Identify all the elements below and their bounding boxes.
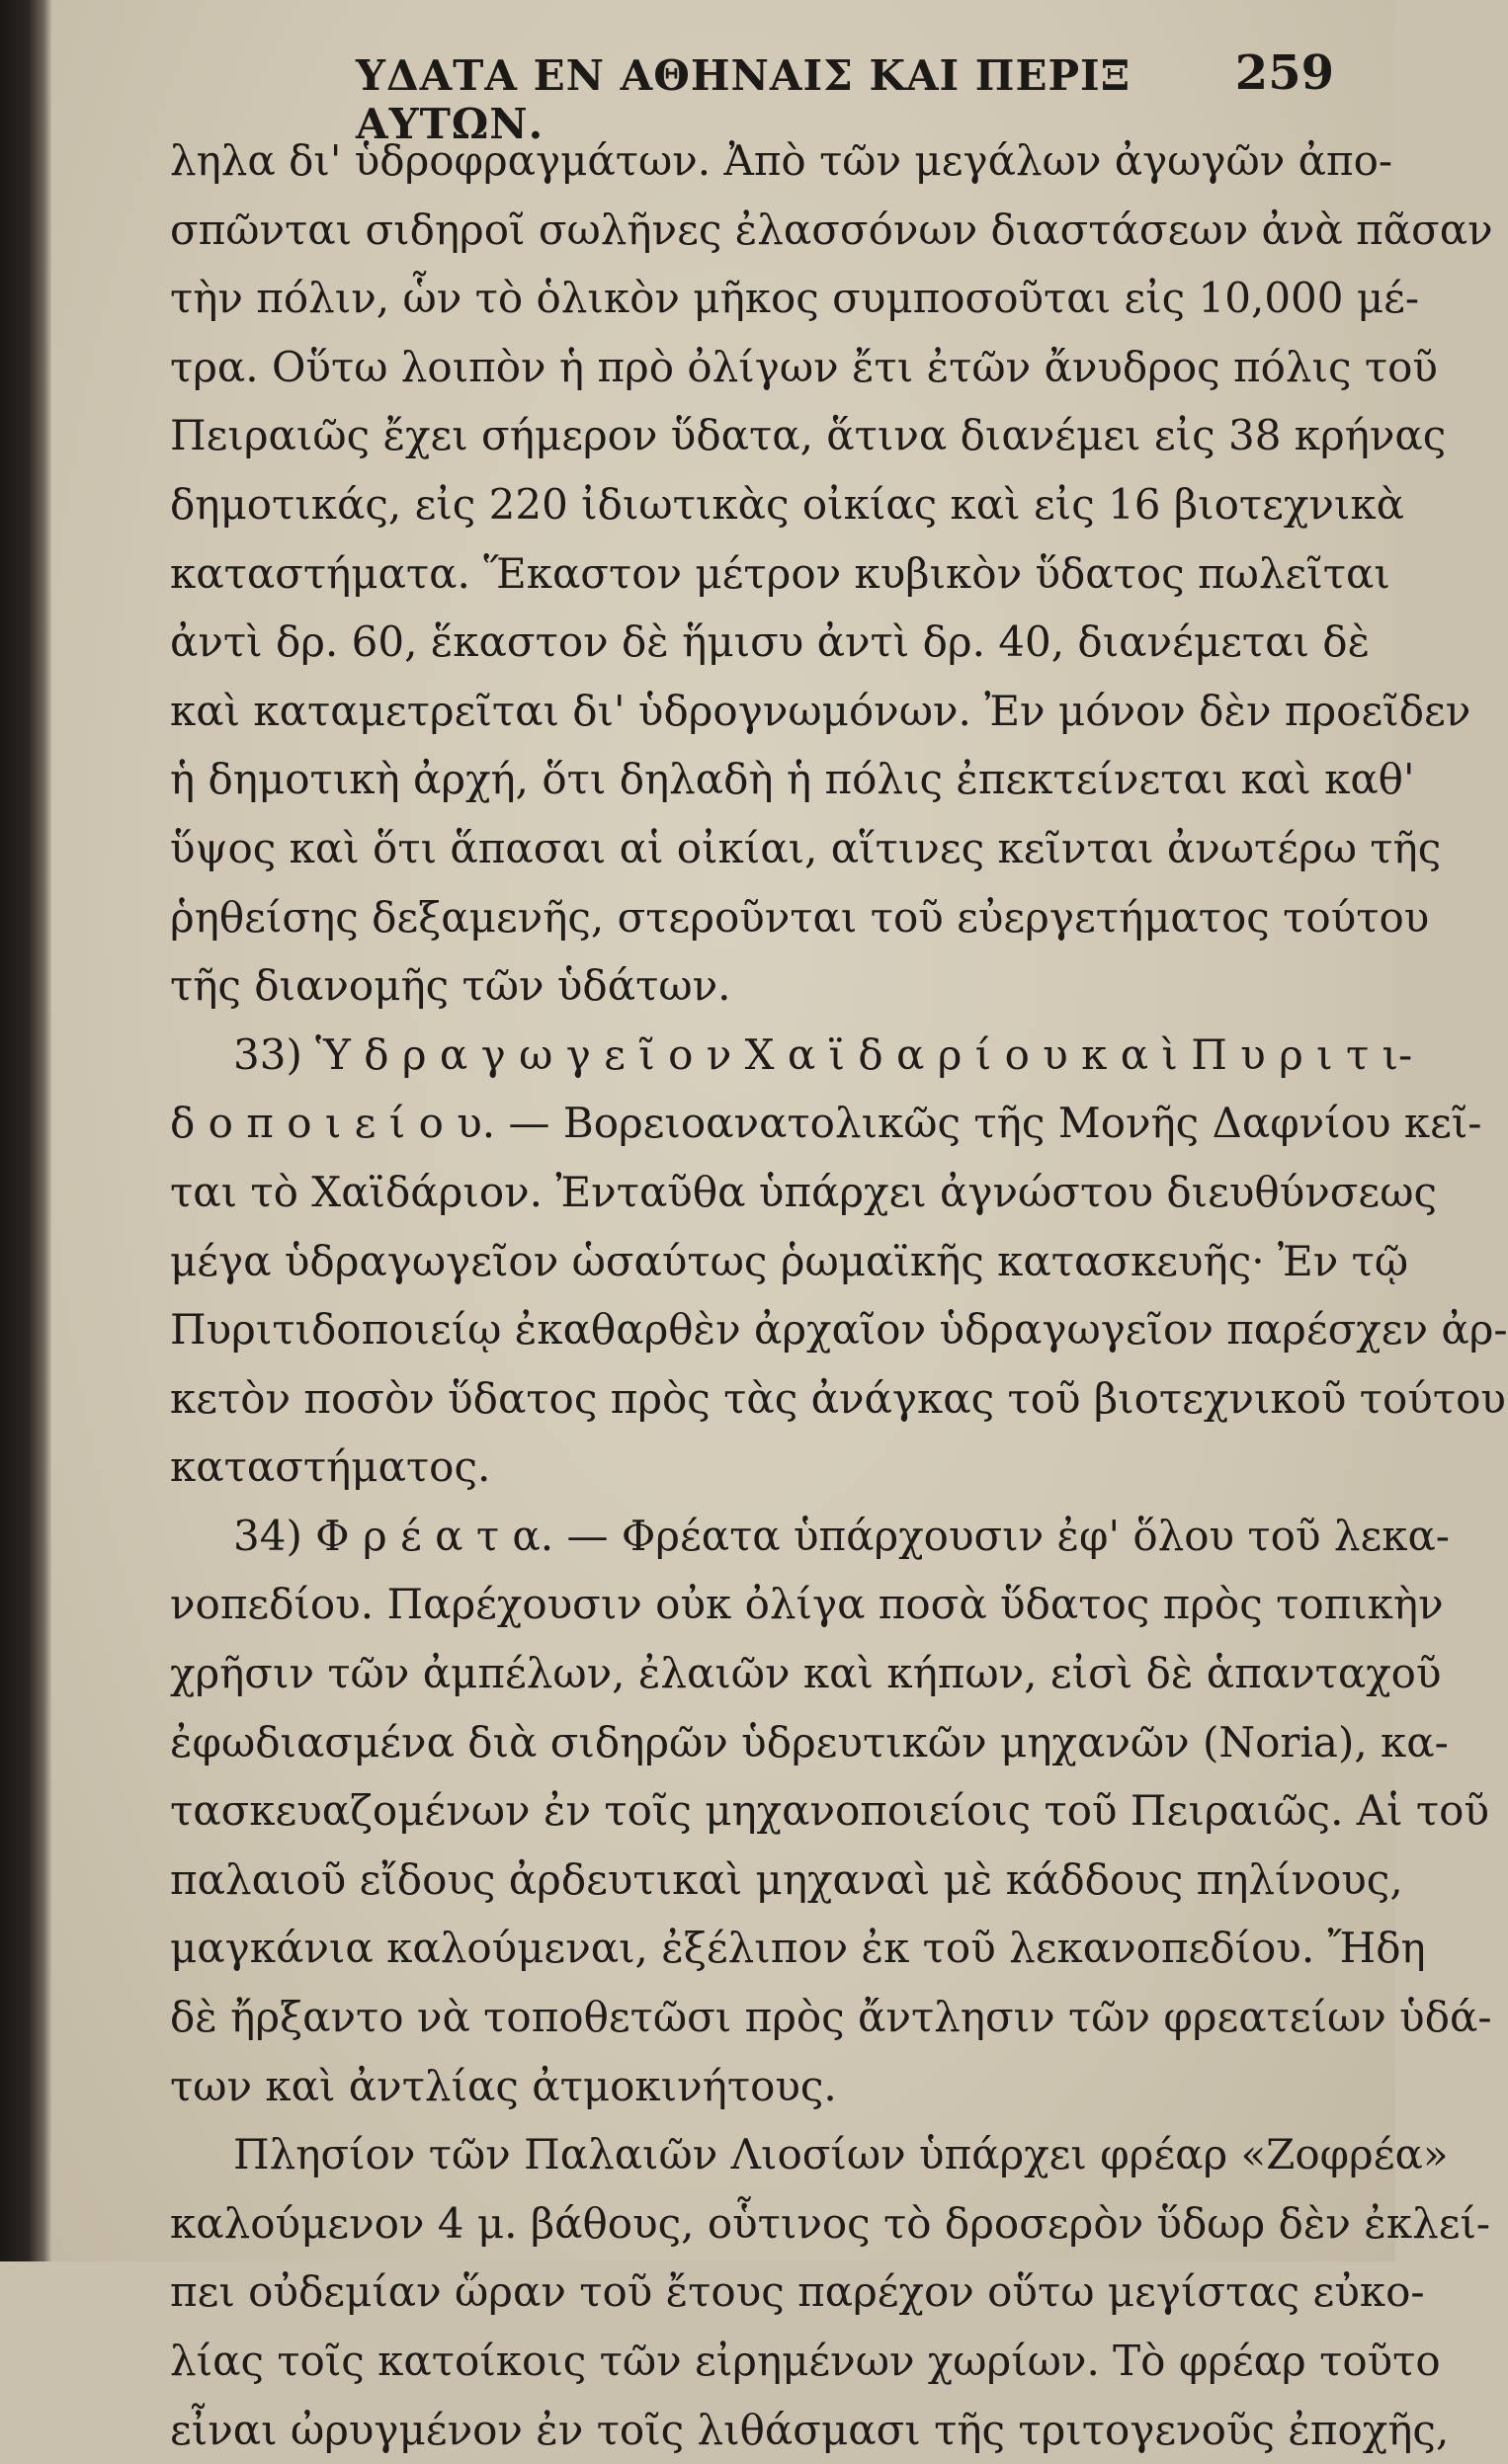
text-line: ἀντὶ δρ. 60, ἕκαστον δὲ ἥμισυ ἀντὶ δρ. 40, διανέμεται δὲ xyxy=(170,617,1371,667)
text-line: καταστήματος. xyxy=(170,1442,491,1492)
text-line: μέγα ὑδραγωγεῖον ὡσαύτως ῥωμαϊκῆς κατασκευῆς· Ἐν τῷ xyxy=(170,1236,1409,1285)
text-line: παλαιοῦ εἴδους ἀρδευτικαὶ μηχαναὶ μὲ κάδδους πηλίνους, xyxy=(170,1854,1403,1904)
text-line: τῆς διανομῆς τῶν ὑδάτων. xyxy=(170,961,731,1011)
text-line: πει οὐδεμίαν ὥραν τοῦ ἔτους παρέχον οὕτω μεγίστας εὐκο- xyxy=(170,2267,1425,2317)
text-line: καλούμενον 4 μ. βάθους, οὗτινος τὸ δροσερὸν ὕδωρ δὲν ἐκλεί- xyxy=(170,2198,1491,2248)
text-line: μαγκάνια καλούμεναι, ἐξέλιπον ἐκ τοῦ λεκανοπεδίου. Ἤδη xyxy=(170,1924,1426,1973)
text-line: δὲ ἤρξαντο νὰ τοποθετῶσι πρὸς ἄντλησιν τῶν φρεατείων ὑδά- xyxy=(170,1993,1492,2042)
text-line: καὶ καταμετρεῖται δι' ὑδρογνωμόνων. Ἐν μόνον δὲν προεῖδεν xyxy=(170,686,1471,735)
book-binding-shadow xyxy=(0,0,51,2261)
text-line: ἐφωδιασμένα διὰ σιδηρῶν ὑδρευτικῶν μηχανῶν (Noria), κα- xyxy=(170,1717,1449,1766)
text-line: ται τὸ Χαϊδάριον. Ἐνταῦθα ὑπάρχει ἀγνώστου διευθύνσεως xyxy=(170,1167,1437,1216)
text-line: ἡ δημοτικὴ ἀρχή, ὅτι δηλαδὴ ἡ πόλις ἐπεκτείνεται καὶ καθ' xyxy=(170,755,1415,804)
text-line: εἶναι ὠρυγμένον ἐν τοῖς λιθάσμασι τῆς τριτογενοῦς ἐποχῆς, xyxy=(170,2405,1450,2454)
text-line: ὕψος καὶ ὅτι ἅπασαι αἱ οἰκίαι, αἵτινες κεῖνται ἀνωτέρω τῆς xyxy=(170,823,1442,872)
page-number: 259 xyxy=(1234,45,1334,101)
text-line: δημοτικάς, εἰς 220 ἰδιωτικὰς οἰκίας καὶ εἰς 16 βιοτεχνικὰ xyxy=(170,479,1404,529)
text-line: σπῶνται σιδηροῖ σωλῆνες ἐλασσόνων διαστάσεων ἀνὰ πᾶσαν xyxy=(170,205,1493,254)
text-line: τασκευαζομένων ἐν τοῖς μηχανοποιείοις τοῦ Πειραιῶς. Αἱ τοῦ xyxy=(170,1786,1489,1836)
text-line: κετὸν ποσὸν ὕδατος πρὸς τὰς ἀνάγκας τοῦ βιοτεχνικοῦ τούτου xyxy=(170,1373,1506,1423)
section-heading-34: 34) Φ ρ έ α τ α. — Φρέατα ὑπάρχουσιν ἐφ' ὅλου τοῦ λεκα- xyxy=(233,1511,1451,1560)
text-line: χρῆσιν τῶν ἀμπέλων, ἐλαιῶν καὶ κήπων, εἰσὶ δὲ ἁπανταχοῦ xyxy=(170,1649,1442,1698)
text-line: ῥηθείσης δεξαμενῆς, στεροῦνται τοῦ εὐεργετήματος τούτου xyxy=(170,892,1430,942)
text-line: λίας τοῖς κατοίκοις τῶν εἰρημένων χωρίων. Τὸ φρέαρ τοῦτο xyxy=(170,2337,1441,2385)
text-line: ληλα δι' ὑδροφραγμάτων. Ἀπὸ τῶν μεγάλων ἀγωγῶν ἀπο- xyxy=(170,136,1393,185)
text-line: Πυριτιδοποιείῳ ἐκαθαρθὲν ἀρχαῖον ὑδραγωγεῖον παρέσχεν ἀρ- xyxy=(170,1305,1508,1355)
text-line: δ ο π ο ι ε ί ο υ. — Βορειοανατολικῶς τῆς Μονῆς Δαφνίου κεῖ- xyxy=(170,1099,1482,1148)
text-line: τρα. Οὕτω λοιπὸν ἡ πρὸ ὀλίγων ἔτι ἐτῶν ἄνυδρος πόλις τοῦ xyxy=(170,342,1438,391)
section-heading-33: 33) Ὑ δ ρ α γ ω γ ε ῖ ο ν Χ α ϊ δ α ρ ί ο υ κ α ὶ Π υ ρ ι τ ι- xyxy=(233,1029,1413,1079)
text-line: των καὶ ἀντλίας ἀτμοκινήτους. xyxy=(170,2061,837,2110)
body-text xyxy=(170,126,1508,2464)
text-line: καταστήματα. Ἕκαστον μέτρον κυβικὸν ὕδατος πωλεῖται xyxy=(170,548,1390,598)
paragraph-start: Πλησίον τῶν Παλαιῶν Λιοσίων ὑπάρχει φρέαρ «Ζοφρέα» xyxy=(233,2130,1449,2179)
running-title: ΥΔΑΤΑ ΕΝ ΑΘΗΝΑΙΣ ΚΑΙ ΠΕΡΙΞ ΑΥΤΩΝ. xyxy=(356,51,1131,148)
text-line: νοπεδίου. Παρέχουσιν οὐκ ὀλίγα ποσὰ ὕδατος πρὸς τοπικὴν xyxy=(170,1580,1444,1629)
text-line: Πειραιῶς ἔχει σήμερον ὕδατα, ἅτινα διανέμει εἰς 38 κρήνας xyxy=(170,411,1447,460)
text-line: τὴν πόλιν, ὧν τὸ ὁλικὸν μῆκος συμποσοῦται εἰς 10,000 μέ- xyxy=(170,274,1420,323)
page-header xyxy=(356,43,1334,148)
